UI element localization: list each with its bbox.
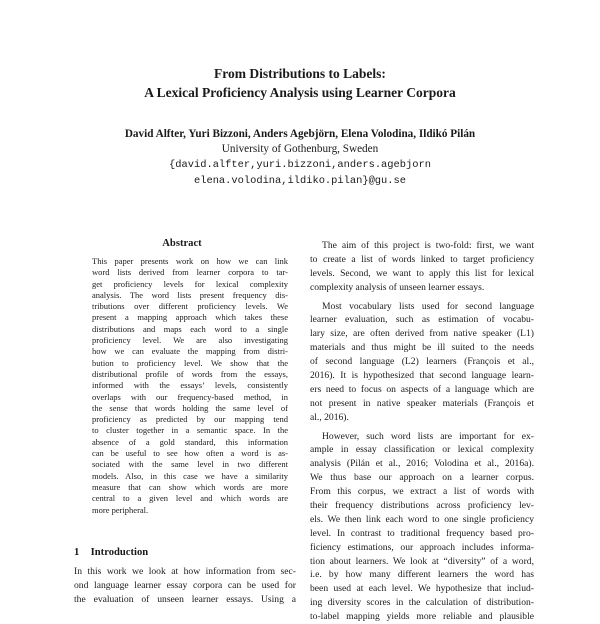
text-line: Most vocabulary lists used for second language: [322, 300, 534, 312]
text-line: present a mapping approach which takes these: [92, 312, 288, 323]
text-line: how we can evaluate the mapping from distri-: [92, 346, 288, 357]
text-line: not present in native speaker materials (François et: [310, 397, 534, 409]
text-line: tributions over different proficiency levels. We: [92, 301, 288, 312]
text-line: level. In contrast to traditional frequency based pro-: [310, 527, 534, 539]
text-line: learner evaluation, such as estimation of vocabu-: [310, 314, 534, 326]
text-line: From this corpus, we extract a list of words with: [310, 486, 534, 498]
text-line: lary size, are often derived from native speaker (L1): [310, 328, 534, 340]
text-line: measure that can show which words are more: [92, 481, 288, 492]
text-line: 2016). It is hypothesized that second language learn-: [310, 370, 534, 382]
text-line: However, such word lists are important for ex-: [322, 430, 534, 442]
affiliation: University of Gothenburg, Sweden: [221, 143, 379, 155]
text-line: materials and thus might be ill suited to the needs: [310, 342, 534, 354]
right-column-body: [310, 239, 534, 624]
text-line: ficiency estimations, our approach includes informa-: [310, 541, 534, 553]
text-line: of second language (L2) learners (François et al.,: [310, 356, 534, 368]
text-line: overlaps with our frequency-based method, in: [92, 391, 288, 402]
paper-title-line-1: From Distributions to Labels:: [214, 66, 386, 81]
section-number: 1: [74, 547, 80, 558]
text-line: more peripheral.: [92, 504, 149, 515]
paper-title-line-2: A Lexical Proficiency Analysis using Learner Corpora: [144, 85, 456, 100]
introduction-body: [74, 565, 296, 607]
text-line: tion about learners. We look at “diversity” of a word,: [310, 555, 534, 567]
text-line: get proficiency levels for lexical complexity: [92, 278, 288, 289]
abstract-body: [92, 256, 288, 516]
section-title: Introduction: [90, 547, 149, 558]
text-line: The aim of this project is two-fold: first, we want: [322, 240, 534, 251]
text-line: levels. Second, we want to apply this list for lexical: [310, 267, 534, 279]
text-line: proficiency as predicted by our mapping tend: [92, 414, 288, 425]
author-list: David Alfter, Yuri Bizzoni, Anders Agebjörn, Elena Volodina, Ildikó Pilán: [124, 128, 476, 140]
email-line-2: elena.volodina,ildiko.pilan}@gu.se: [193, 175, 406, 187]
text-line: ond language learner essay corpora can be used for: [74, 579, 296, 591]
text-line: ing diversity scores in the calculation of distribution-: [310, 597, 534, 609]
text-line: informed with the essays’ levels, consistently: [92, 380, 288, 391]
text-line: ers need to focus on aspects of a language which are: [310, 383, 534, 395]
text-line: the evaluation of unseen learner essays. Using a: [74, 593, 296, 605]
text-line: ample in essay classification or lexical complexity: [310, 444, 534, 456]
text-line: analysis (Pilán et al., 2016; Volodina et al., 2016a).: [310, 458, 534, 470]
introduction-heading: [74, 546, 294, 559]
text-line: In this work we look at how information from sec-: [74, 566, 296, 577]
text-line: word lists derived from learner corpora to tar-: [92, 267, 288, 278]
text-line: can be useful to see how often a word is as-: [92, 448, 288, 459]
text-line: i.e. by how many different learners the word has: [310, 569, 534, 581]
text-line: analysis. The word lists present frequency dis-: [92, 289, 288, 300]
text-line: been used at each level. We hypothesize that includ-: [310, 583, 534, 595]
text-line: models. Also, in this case we have a similarity: [92, 470, 288, 481]
text-line: the sense that words holding the same level of: [92, 402, 288, 413]
text-line: absence of a gold standard, this information: [92, 436, 288, 447]
text-line: their frequency distributions across proficiency lev-: [310, 500, 534, 512]
text-line: This paper presents work on how we can link: [92, 256, 288, 266]
abstract-heading: Abstract: [162, 238, 202, 249]
text-line: complexity analysis of unseen learner essays.: [310, 281, 485, 293]
text-line: els. We then link each word to one single proficiency: [310, 513, 534, 525]
email-line-1: {david.alfter,yuri.bizzoni,anders.agebjorn: [169, 159, 431, 171]
text-line: to-label mapping yields more reliable and plausible: [310, 611, 534, 623]
text-line: bution to proficiency level. We show that the: [92, 357, 288, 368]
text-line: distributions and maps each word to a single: [92, 323, 288, 334]
text-line: sociated with the same level in two different: [92, 459, 288, 470]
text-line: distributional profile of words from the essays,: [92, 368, 288, 379]
text-line: al., 2016).: [310, 411, 349, 423]
text-line: We thus base our approach on a learner corpus.: [310, 472, 534, 484]
text-line: central to a given level and which words are: [92, 493, 288, 504]
text-line: to create a list of words linked to target proficiency: [310, 253, 534, 265]
text-line: proficiency level. We are also investigating: [92, 335, 288, 346]
text-line: to cluster together in a semantic space. In the: [92, 425, 288, 436]
